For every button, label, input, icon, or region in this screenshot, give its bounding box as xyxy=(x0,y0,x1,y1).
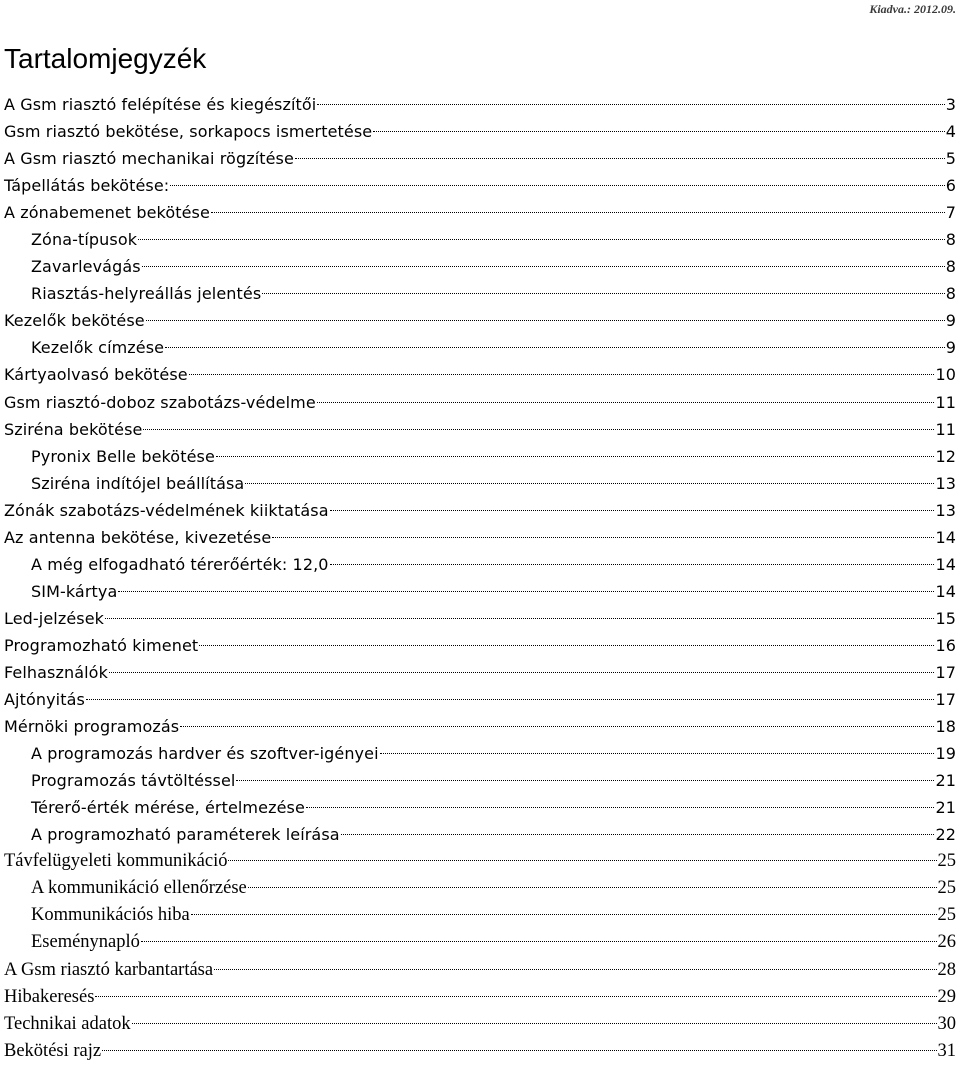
table-of-contents xyxy=(4,91,956,1065)
dot-leader xyxy=(138,239,945,240)
toc-entry[interactable] xyxy=(4,794,956,821)
toc-entry-title: A kommunikáció ellenőrzése xyxy=(31,878,247,899)
toc-entry-title: Led-jelzések xyxy=(4,608,105,628)
toc-entry-title: Gsm riasztó-doboz szabotázs-védelme xyxy=(4,392,316,412)
toc-entry-title: A még elfogadható térerőérték: 12,0 xyxy=(31,554,329,574)
toc-entry-page-number: 30 xyxy=(937,1013,956,1034)
toc-entry-title: Programozható kimenet xyxy=(4,635,199,655)
dot-leader xyxy=(146,320,945,321)
toc-entry-page-number: 31 xyxy=(937,1040,956,1061)
dot-leader xyxy=(317,104,944,105)
toc-entry[interactable] xyxy=(4,145,956,172)
toc-entry-title: Sziréna indítójel beállítása xyxy=(31,473,245,493)
dot-leader xyxy=(180,726,934,727)
toc-entry-title: Bekötési rajz xyxy=(4,1040,102,1061)
dot-leader xyxy=(295,158,945,159)
toc-entry[interactable] xyxy=(4,118,956,145)
toc-entry-title: Hibakeresés xyxy=(4,986,95,1007)
toc-entry-page-number: 13 xyxy=(935,500,956,520)
toc-entry-page-number: 13 xyxy=(935,473,956,493)
dot-leader xyxy=(341,834,935,835)
toc-entry-page-number: 3 xyxy=(945,95,956,114)
toc-entry-title: Eseménynapló xyxy=(31,932,140,953)
toc-entry-page-number: 11 xyxy=(935,419,956,439)
toc-entry[interactable] xyxy=(4,821,956,848)
toc-entry-title: Technikai adatok xyxy=(4,1013,131,1034)
toc-entry-title: Zavarlevágás xyxy=(31,257,141,277)
dot-leader xyxy=(132,1023,937,1024)
dot-leader xyxy=(141,941,937,942)
publication-date: Kiadva.: 2012.09. xyxy=(869,2,956,16)
dot-leader xyxy=(142,266,945,267)
toc-entry-page-number: 8 xyxy=(945,284,956,304)
toc-entry-title: A Gsm riasztó karbantartása xyxy=(4,959,214,980)
toc-entry[interactable] xyxy=(4,443,956,470)
toc-entry[interactable] xyxy=(4,929,956,956)
toc-entry-page-number: 28 xyxy=(937,959,956,980)
toc-entry-page-number: 14 xyxy=(935,554,956,574)
dot-leader xyxy=(236,780,934,781)
dot-leader xyxy=(228,860,936,861)
toc-entry-page-number: 26 xyxy=(937,932,956,953)
toc-entry-page-number: 25 xyxy=(937,905,956,926)
toc-entry-title: Kezelők címzése xyxy=(31,338,165,358)
dot-leader xyxy=(109,672,934,673)
dot-leader xyxy=(330,564,935,565)
toc-entry-title: A programozás hardver és szoftver-igényei xyxy=(31,744,379,764)
dot-leader xyxy=(143,429,934,430)
dot-leader xyxy=(95,996,936,997)
dot-leader xyxy=(191,914,937,915)
toc-entry[interactable] xyxy=(4,984,956,1011)
dot-leader xyxy=(118,591,934,592)
toc-entry-title: Felhasználók xyxy=(4,662,108,682)
toc-entry-page-number: 29 xyxy=(937,986,956,1007)
dot-leader xyxy=(380,753,935,754)
toc-entry-title: Zóna-típusok xyxy=(31,230,138,250)
toc-entry-title: A Gsm riasztó mechanikai rögzítése xyxy=(4,149,294,169)
toc-entry-page-number: 4 xyxy=(945,122,956,142)
toc-entry-title: Kommunikációs hiba xyxy=(31,905,190,926)
toc-entry[interactable] xyxy=(4,91,956,118)
toc-entry-title: Programozás távtöltéssel xyxy=(31,771,236,791)
toc-entry[interactable] xyxy=(4,470,956,497)
toc-entry-title: SIM-kártya xyxy=(31,581,118,601)
dot-leader xyxy=(317,402,935,403)
toc-entry-page-number: 19 xyxy=(935,744,956,764)
toc-entry[interactable] xyxy=(4,659,956,686)
toc-entry[interactable] xyxy=(4,199,956,226)
toc-entry-page-number: 8 xyxy=(945,230,956,250)
toc-entry-title: Pyronix Belle bekötése xyxy=(31,446,215,466)
dot-leader xyxy=(306,807,935,808)
toc-entry-title: A zónabemenet bekötése xyxy=(4,203,210,223)
toc-entry-page-number: 14 xyxy=(935,527,956,547)
dot-leader xyxy=(105,618,934,619)
toc-entry[interactable] xyxy=(4,416,956,443)
toc-entry-page-number: 25 xyxy=(937,851,956,872)
toc-entry[interactable] xyxy=(4,875,956,902)
toc-entry[interactable] xyxy=(4,389,956,416)
toc-entry[interactable] xyxy=(4,253,956,280)
page-title: Tartalomjegyzék xyxy=(4,43,207,74)
toc-entry-title: Ajtónyitás xyxy=(4,690,85,710)
toc-entry-page-number: 7 xyxy=(945,203,956,223)
toc-entry-title: A Gsm riasztó felépítése és kiegészítői xyxy=(4,95,317,114)
toc-entry-page-number: 9 xyxy=(945,311,956,331)
toc-entry[interactable] xyxy=(4,713,956,740)
toc-entry-title: Kezelők bekötése xyxy=(4,311,145,331)
toc-entry-page-number: 21 xyxy=(935,771,956,791)
dot-leader xyxy=(189,374,935,375)
toc-entry-page-number: 9 xyxy=(945,338,956,358)
toc-entry-title: Térerő-érték mérése, értelmezése xyxy=(31,798,305,818)
toc-entry-page-number: 17 xyxy=(935,662,956,682)
toc-entry[interactable] xyxy=(4,226,956,253)
dot-leader xyxy=(86,699,935,700)
toc-entry-title: Sziréna bekötése xyxy=(4,419,143,439)
toc-entry[interactable] xyxy=(4,1011,956,1038)
toc-entry-title: Kártyaolvasó bekötése xyxy=(4,365,188,385)
toc-entry-page-number: 21 xyxy=(935,798,956,818)
dot-leader xyxy=(199,645,934,646)
toc-entry-title: Zónák szabotázs-védelmének kiiktatása xyxy=(4,500,329,520)
toc-entry-page-number: 14 xyxy=(935,581,956,601)
dot-leader xyxy=(211,212,945,213)
toc-entry-page-number: 17 xyxy=(935,690,956,710)
toc-entry-title: Az antenna bekötése, kivezetése xyxy=(4,527,272,547)
toc-entry-page-number: 22 xyxy=(935,825,956,845)
toc-entry[interactable] xyxy=(4,551,956,578)
toc-entry-page-number: 12 xyxy=(935,446,956,466)
toc-entry[interactable] xyxy=(4,578,956,605)
toc-entry-title: Távfelügyeleti kommunikáció xyxy=(4,851,228,872)
toc-entry[interactable] xyxy=(4,767,956,794)
toc-entry-page-number: 16 xyxy=(935,635,956,655)
toc-entry[interactable] xyxy=(4,740,956,767)
toc-entry[interactable] xyxy=(4,902,956,929)
dot-leader xyxy=(262,293,944,294)
toc-entry[interactable] xyxy=(4,307,956,334)
toc-entry-title: Mérnöki programozás xyxy=(4,717,180,737)
toc-entry[interactable] xyxy=(4,957,956,984)
dot-leader xyxy=(170,185,944,186)
toc-entry[interactable] xyxy=(4,280,956,307)
dot-leader xyxy=(102,1050,936,1051)
toc-entry-title: A programozható paraméterek leírása xyxy=(31,825,340,845)
dot-leader xyxy=(245,483,934,484)
toc-entry[interactable] xyxy=(4,848,956,875)
toc-entry[interactable] xyxy=(4,686,956,713)
toc-entry-page-number: 15 xyxy=(935,608,956,628)
toc-entry-page-number: 10 xyxy=(935,365,956,385)
toc-entry[interactable] xyxy=(4,524,956,551)
dot-leader xyxy=(373,131,944,132)
dot-leader xyxy=(272,537,934,538)
toc-entry[interactable] xyxy=(4,632,956,659)
dot-leader xyxy=(330,510,935,511)
dot-leader xyxy=(165,347,945,348)
dot-leader xyxy=(216,456,935,457)
toc-entry[interactable] xyxy=(4,361,956,388)
toc-entry[interactable] xyxy=(4,1038,956,1065)
toc-entry-page-number: 5 xyxy=(945,149,956,169)
dot-leader xyxy=(214,969,936,970)
toc-entry-page-number: 18 xyxy=(935,717,956,737)
toc-entry[interactable] xyxy=(4,605,956,632)
toc-entry-title: Gsm riasztó bekötése, sorkapocs ismertetése xyxy=(4,122,373,142)
toc-entry-page-number: 25 xyxy=(937,878,956,899)
toc-entry-page-number: 8 xyxy=(945,257,956,277)
toc-entry-title: Riasztás-helyreállás jelentés xyxy=(31,284,262,304)
toc-entry[interactable] xyxy=(4,172,956,199)
toc-entry[interactable] xyxy=(4,334,956,361)
dot-leader xyxy=(248,887,937,888)
toc-entry-page-number: 11 xyxy=(935,392,956,412)
toc-entry-page-number: 6 xyxy=(945,176,956,196)
toc-entry-title: Tápellátás bekötése: xyxy=(4,176,170,196)
toc-entry[interactable] xyxy=(4,497,956,524)
